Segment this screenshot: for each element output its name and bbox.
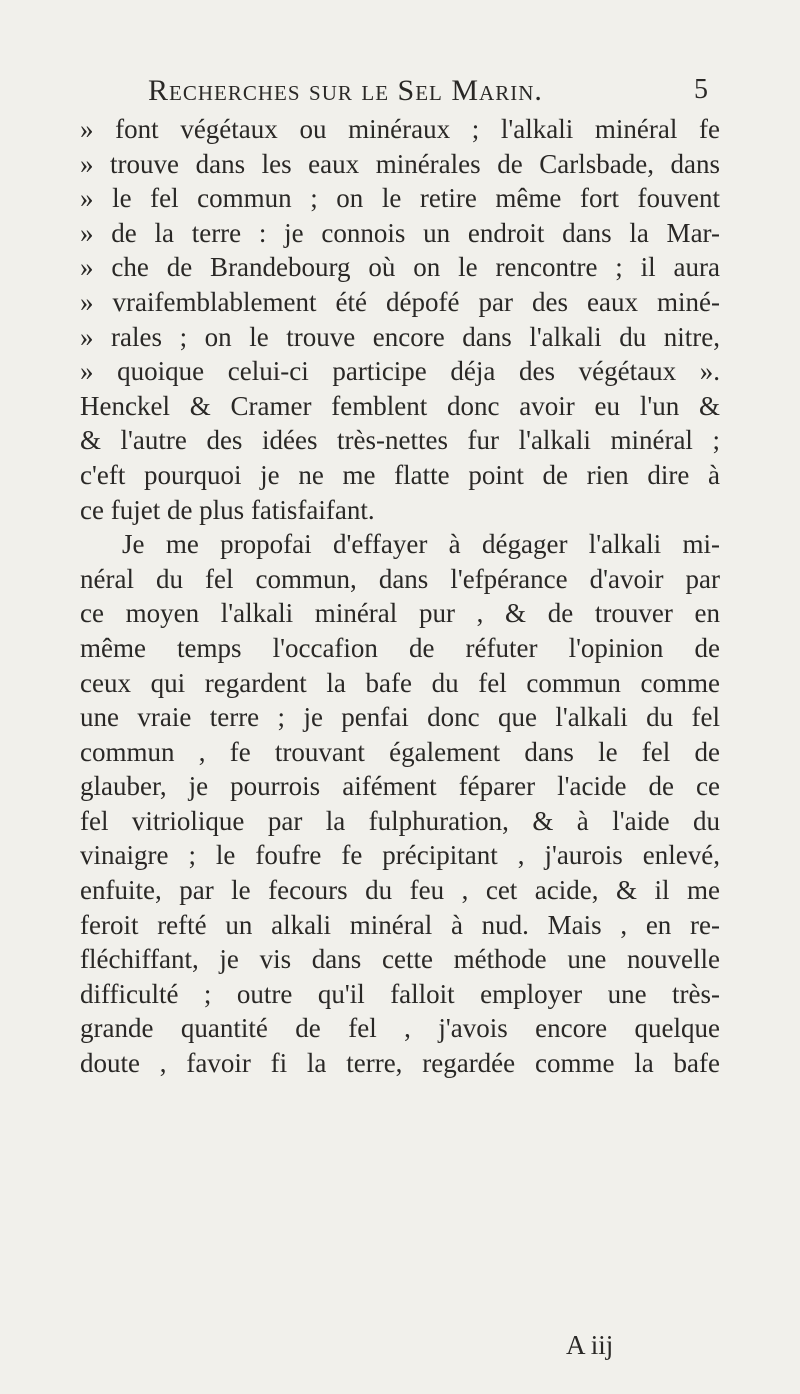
text-line: une vraie terre ; je penfai donc que l'alkali du fel — [80, 702, 720, 733]
text-line: » vraifemblablement été dépofé par des eaux miné- — [80, 286, 720, 317]
text-line: » quoique celui-ci participe déja des végétaux ». — [80, 356, 720, 387]
text-line: difficulté ; outre qu'il falloit employer une très- — [80, 978, 720, 1009]
text-line: Henckel & Cramer femblent donc avoir eu l'un & — [80, 390, 720, 421]
text-line: feroit refté un alkali minéral à nud. Mais , en re- — [80, 909, 720, 940]
text-line: ce fujet de plus fatisfaifant. — [80, 494, 375, 525]
page-header — [148, 74, 708, 114]
text-line: ce moyen l'alkali minéral pur , & de trouver en — [80, 598, 720, 629]
text-line: enfuite, par le fecours du feu , cet acide, & il me — [80, 875, 720, 906]
body-text — [80, 112, 720, 1081]
text-line: c'eft pourquoi je ne me flatte point de rien dire à — [80, 459, 720, 490]
text-line: fel vitriolique par la fulphuration, & à l'aide du — [80, 805, 720, 836]
text-line: même temps l'occafion de réfuter l'opinion de — [80, 632, 720, 663]
text-line: commun , fe trouvant également dans le fel de — [80, 736, 720, 767]
text-line: fléchiffant, je vis dans cette méthode une nouvelle — [80, 944, 720, 975]
text-line: & l'autre des idées très-nettes fur l'alkali minéral ; — [80, 425, 720, 456]
text-line: » font végétaux ou minéraux ; l'alkali minéral fe — [80, 114, 720, 144]
text-line: ceux qui regardent la bafe du fel commun comme — [80, 667, 720, 698]
text-line: » de la terre : je connois un endroit dans la Mar- — [80, 217, 720, 248]
text-line: grande quantité de fel , j'avois encore quelque — [80, 1013, 720, 1044]
paragraph-start-line: Je me propofai d'effayer à dégager l'alkali mi- — [122, 529, 720, 560]
text-line: » rales ; on le trouve encore dans l'alkali du nitre, — [80, 321, 720, 352]
signature-mark: A iij — [566, 1330, 614, 1360]
text-line: vinaigre ; le foufre fe précipitant , j'aurois enlevé, — [80, 840, 720, 871]
text-line: néral du fel commun, dans l'efpérance d'avoir par — [80, 563, 720, 594]
text-line: » trouve dans les eaux minérales de Carlsbade, dans — [80, 148, 720, 179]
running-title: Recherches sur le Sel Marin. — [148, 74, 543, 107]
page-number: 5 — [694, 74, 708, 105]
text-line: » le fel commun ; on le retire même fort fouvent — [80, 183, 720, 214]
text-line: » che de Brandebourg où on le rencontre ; il aura — [80, 252, 720, 283]
text-line: glauber, je pourrois aifément féparer l'acide de ce — [80, 771, 720, 802]
text-line: doute , favoir fi la terre, regardée comme la bafe — [80, 1048, 720, 1079]
